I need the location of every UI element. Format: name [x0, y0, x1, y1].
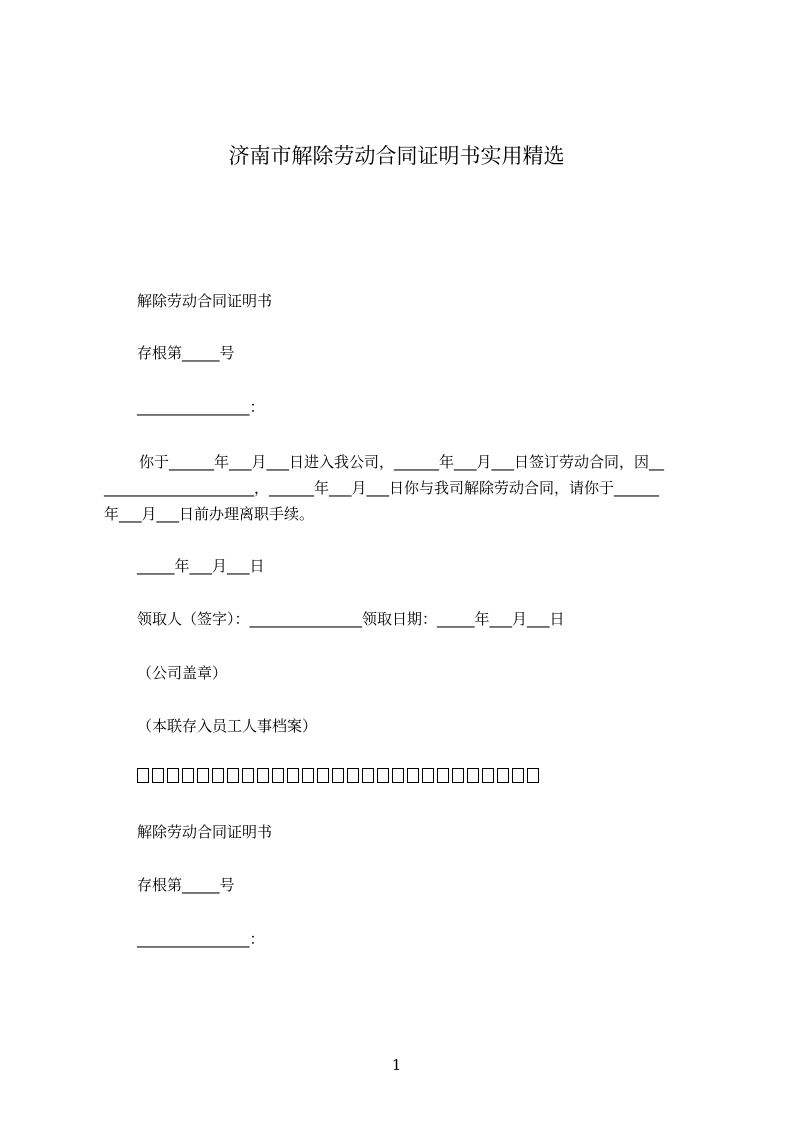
- placeholder-box: [152, 768, 164, 783]
- page-number: 1: [391, 1056, 402, 1074]
- section1-stub-number: 存根第_____号: [137, 344, 235, 362]
- placeholder-box: [452, 768, 464, 783]
- placeholder-box: [497, 768, 509, 783]
- placeholder-box: [482, 768, 494, 783]
- placeholder-box: [257, 768, 269, 783]
- placeholder-box: [227, 768, 239, 783]
- placeholder-box: [182, 768, 194, 783]
- section2-addressee: _______________：: [137, 930, 265, 948]
- page-title: 济南市解除劳动合同证明书实用精选: [228, 144, 565, 168]
- placeholder-box: [272, 768, 284, 783]
- separator-box-row: [137, 768, 539, 783]
- placeholder-box: [392, 768, 404, 783]
- section1-body-paragraph: [104, 449, 704, 527]
- placeholder-box: [287, 768, 299, 783]
- placeholder-box: [212, 768, 224, 783]
- placeholder-box: [137, 768, 149, 783]
- placeholder-box: [407, 768, 419, 783]
- section1-company-seal: （公司盖章）: [137, 664, 228, 682]
- section1-receiver-line: 领取人（签字）：_______________领取日期：_____年___月___日: [137, 610, 565, 628]
- section1-heading: 解除劳动合同证明书: [137, 292, 273, 310]
- placeholder-box: [332, 768, 344, 783]
- placeholder-box: [512, 768, 524, 783]
- placeholder-box: [167, 768, 179, 783]
- section1-date-line: _____年___月___日: [137, 557, 265, 575]
- section2-heading: 解除劳动合同证明书: [137, 823, 273, 841]
- placeholder-box: [197, 768, 209, 783]
- placeholder-box: [377, 768, 389, 783]
- body-line-2: ____________________，______年___月___日你与我司解除劳动合同，请你于______: [104, 479, 660, 497]
- placeholder-box: [422, 768, 434, 783]
- placeholder-box: [317, 768, 329, 783]
- placeholder-box: [467, 768, 479, 783]
- body-line-1: 你于______年___月___日进入我公司，______年___月___日签订劳动合同，因__: [139, 453, 665, 471]
- placeholder-box: [437, 768, 449, 783]
- section1-archive-note: （本联存入员工人事档案）: [137, 717, 318, 735]
- body-line-3: 年___月___日前办理离职手续。: [104, 505, 315, 523]
- placeholder-box: [362, 768, 374, 783]
- section1-addressee: _______________：: [137, 398, 265, 416]
- placeholder-box: [347, 768, 359, 783]
- section2-stub-number: 存根第_____号: [137, 876, 235, 894]
- placeholder-box: [302, 768, 314, 783]
- placeholder-box: [527, 768, 539, 783]
- placeholder-box: [242, 768, 254, 783]
